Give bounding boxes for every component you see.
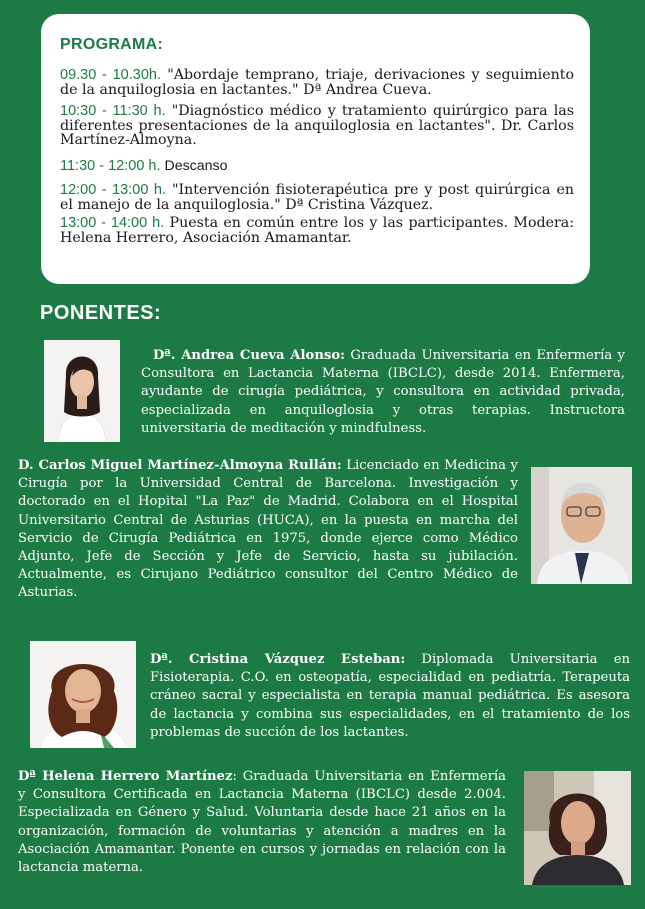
program-title: PROGRAMA: <box>60 36 164 53</box>
program-item-time: 11:30 - 12:00 h. <box>60 157 161 174</box>
speaker-photo-andrea <box>44 340 120 442</box>
program-item-time: 10:30 - 11:30 h. <box>60 103 166 119</box>
program-item-text: "Abordaje temprano, triaje, derivaciones y seguimiento de la anquiloglosia en lactantes." Dª Andrea Cueva. <box>60 67 574 98</box>
program-item-time: 13:00 - 14:00 h. <box>60 215 165 231</box>
program-item <box>60 104 574 148</box>
speaker-name: D. Carlos Miguel Martínez-Almoyna Rullán: <box>18 458 342 473</box>
program-item-text: "Diagnóstico médico y tratamiento quirúrgico para las diferentes presentaciones de la anquiloglosia en lactantes". Dr. Carlos Martínez-Almoyna. <box>60 103 574 148</box>
speaker-bio-andrea <box>141 347 625 438</box>
speaker-photo-carlos <box>531 467 632 584</box>
program-item-time: 09.30 - 10.30h. <box>60 67 161 83</box>
speakers-heading: PONENTES: <box>40 302 162 324</box>
speaker-description: : Graduada Universitaria en Enfermería y Consultora Certificada en Lactancia Materna (IBCLC) desde 2.004. Especializada en Género y Salud. Voluntaria desde hace 21 años en la organización, formación de voluntarias y atención a madres en la Asociación Amamantar. Ponente en cursos y jornadas en relación con la lactancia materna. <box>18 769 506 876</box>
program-item-text: Descanso <box>160 157 228 174</box>
program-item <box>60 159 574 174</box>
program-item <box>60 216 574 245</box>
speaker-bio-carlos <box>18 457 518 603</box>
speaker-name: Dª. Andrea Cueva Alonso: <box>153 348 345 363</box>
speaker-photo-helena <box>524 771 631 885</box>
speaker-description: Licenciado en Medicina y Cirugía por la Universidad Central de Barcelona. Investigación y doctorado en el Hopital "La Paz" de Madrid. Colabora en el Hospital Universitario Central de Asturias (HUCA), en la puesta en marcha del Servicio de Cirugía Pediátrica en 1975, donde ejerce como Médico Adjunto, Jefe de Sección y Jefe de Servicio, hasta su jubilación. Actualmente, es Cirujano Pediátrico consultor del Centro Médico de Asturias. <box>18 458 518 601</box>
speaker-name: Dª. Cristina Vázquez Esteban: <box>150 652 406 667</box>
program-item <box>60 183 574 212</box>
speaker-description: Diplomada Universitaria en Fisioterapia. C.O. en osteopatía, especialidad en pediatría. Terapeuta cráneo sacral y especialista en terapia manual pediátrica. Es asesora de lactancia y combina sus especialidades, en el tratamiento de los problemas de succión de los lactantes. <box>150 652 630 740</box>
program-item-text: "Intervención fisioterapéutica pre y post quirúrgica en el manejo de la anquiloglosia." Dª Cristina Vázquez. <box>60 182 574 213</box>
program-item-time: 12:00 - 13:00 h. <box>60 182 166 198</box>
program-item <box>60 68 574 97</box>
program-item-text: Puesta en común entre los y las participantes. Modera: Helena Herrero, Asociación Amamantar. <box>60 215 574 246</box>
speaker-bio-helena <box>18 768 506 877</box>
speaker-name: Dª Helena Herrero Martínez <box>18 769 233 784</box>
speaker-photo-cristina <box>30 641 136 748</box>
speaker-description: Graduada Universitaria en Enfermería y Consultora en Lactancia Materna (IBCLC), desde 2014. Enfermera, ayudante de cirugía pediátrica, y consultora en actividad privada, especializada en anquiloglosia y otras terapias. Instructora universitaria de meditación y mindfulness. <box>141 348 625 436</box>
program-card <box>41 14 590 284</box>
speaker-bio-cristina <box>150 651 630 742</box>
